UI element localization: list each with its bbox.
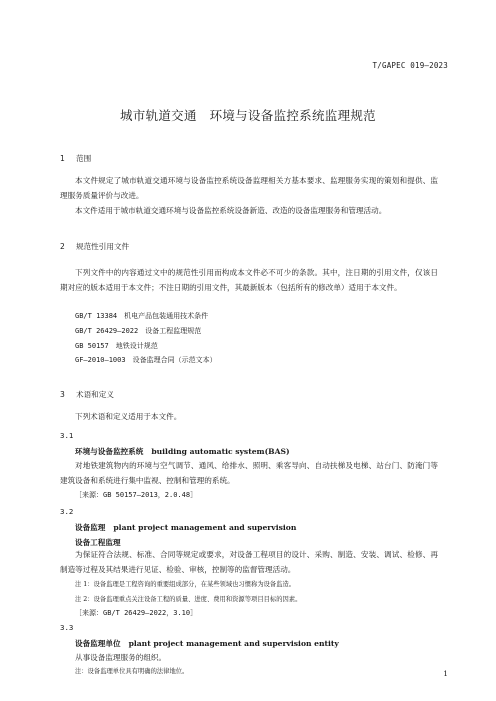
- section-number: 1: [60, 154, 65, 163]
- paragraph: 本文件适用于城市轨道交通环境与设备监控系统设备新造、改造的设备监理服务和管理活动。: [75, 206, 387, 215]
- term-definition: 对地铁建筑物内的环境与空气调节、通风、给排水、照明、乘客导向、自动扶梯及电梯、站台门、防淹门等建筑设备和系统进行集中监视、控制和管理的系统。: [60, 461, 438, 485]
- term-source: ［来源：GB/T 26429—2022，3.10］: [75, 609, 198, 617]
- term-heading: [75, 638, 339, 649]
- term-heading: [75, 522, 296, 533]
- reference-item: GF—2010—1003 设备监理合同（示范文本）: [75, 356, 217, 364]
- reference-item: GB/T 13384 机电产品包装通用技术条件: [75, 312, 209, 320]
- section-title: 术语和定义: [76, 390, 114, 399]
- term-heading: [75, 446, 290, 457]
- term-note: 注 1：设备监理是工程咨询的重要组成部分，在某些领域也习惯称为设备监造。: [75, 581, 296, 588]
- term-chinese: 设备监理单位: [75, 639, 121, 648]
- term-english: building automatic system(BAS): [151, 447, 290, 456]
- section-title: 规范性引用文件: [76, 242, 130, 251]
- section-number: 3: [60, 390, 65, 399]
- page-number: 1: [443, 669, 448, 678]
- term-source: ［来源：GB 50157—2013，2.0.48］: [75, 491, 198, 499]
- reference-item: GB/T 26429—2022 设备工程监理规范: [75, 327, 202, 335]
- term-english: plant project management and supervision entity: [128, 639, 339, 648]
- term-definition: 为保证符合法规、标准、合同等规定或要求，对设备工程项目的设计、采购、制造、安装、调试、检修、再制造等过程及其结果进行见证、检验、审核，控制等的监督管理活动。: [60, 550, 438, 574]
- section-heading-normative-references: [60, 241, 129, 252]
- term-alternate: 设备工程监理: [75, 538, 121, 547]
- term-number: 3.3: [60, 623, 74, 632]
- paragraph: 本文件规定了城市轨道交通环境与设备监控系统设备监理相关方基本要求、监理服务实现的策划和提供、监理服务质量评价与改进。: [60, 176, 438, 200]
- term-english: plant project management and supervision: [113, 523, 297, 532]
- term-chinese: 环境与设备监控系统: [75, 447, 144, 456]
- section-title: 范围: [76, 154, 92, 163]
- term-note: 注：设备监理单位具有明确的法律地位。: [75, 668, 189, 675]
- section-number: 2: [60, 242, 65, 251]
- document-title: 城市轨道交通 环境与设备监控系统监理规范: [119, 108, 376, 123]
- paragraph: 下列术语和定义适用于本文件。: [75, 412, 182, 421]
- term-definition: 从事设备监理服务的组织。: [75, 653, 167, 662]
- term-note: 注 2：设备监理重点关注设备工程的质量、进度、费用和资源等项目目标的因素。: [75, 596, 302, 603]
- term-number: 3.1: [60, 431, 74, 440]
- section-heading-terms: [60, 389, 114, 400]
- term-chinese: 设备监理: [75, 523, 106, 532]
- term-number: 3.2: [60, 507, 74, 516]
- reference-item: GB 50157 地铁设计规范: [75, 342, 158, 350]
- standard-number: T/GAPEC 019—2023: [372, 61, 448, 70]
- section-heading-scope: [60, 153, 91, 164]
- paragraph: 下列文件中的内容通过文中的规范性引用而构成本文件必不可少的条款。其中，注日期的引用文件，仅该日期对应的版本适用于本文件；不注日期的引用文件，其最新版本（包括所有的修改单）适用于本文件。: [60, 268, 438, 292]
